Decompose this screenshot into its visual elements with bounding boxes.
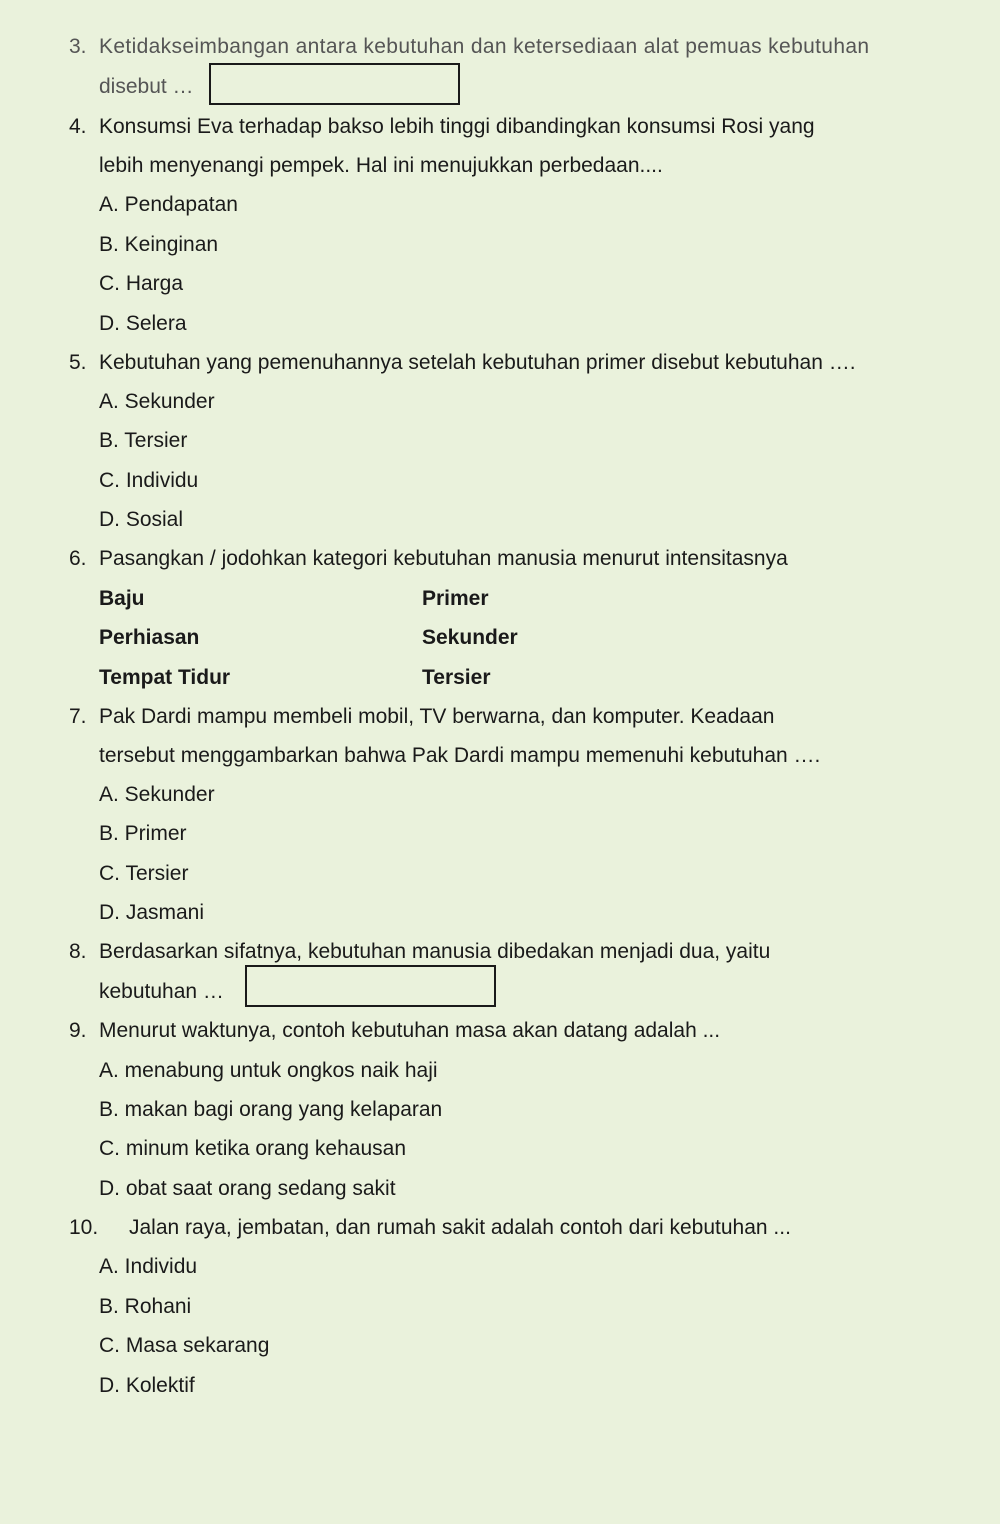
option-q10-d[interactable] <box>0 1366 1000 1406</box>
question-text: Pasangkan / jodohkan kategori kebutuhan manusia menurut intensitasnya <box>99 547 788 570</box>
option-q5-b[interactable] <box>0 421 1000 461</box>
question-text: Ketidakseimbangan antara kebutuhan dan ketersediaan alat pemuas kebutuhan <box>99 35 870 58</box>
option-q5-a[interactable] <box>0 382 1000 422</box>
option-label: B. makan bagi orang yang kelaparan <box>99 1098 443 1121</box>
option-label: C. Harga <box>99 272 184 295</box>
question-7-line-2 <box>0 736 1000 776</box>
question-6 <box>0 539 1000 579</box>
match-row-1 <box>0 579 1000 619</box>
match-row-3 <box>0 658 1000 698</box>
option-q4-b[interactable] <box>0 225 1000 265</box>
question-number: 8. <box>69 940 87 963</box>
option-label: C. Individu <box>99 469 199 492</box>
option-label: A. Sekunder <box>99 783 215 806</box>
match-left-item[interactable]: Baju <box>99 587 145 610</box>
option-q7-b[interactable] <box>0 814 1000 854</box>
question-text: lebih menyenangi pempek. Hal ini menujukkan perbedaan.... <box>99 154 663 177</box>
option-q10-a[interactable] <box>0 1247 1000 1287</box>
option-q9-c[interactable] <box>0 1129 1000 1169</box>
option-label: A. menabung untuk ongkos naik haji <box>99 1059 438 1082</box>
question-text: disebut … <box>99 75 194 98</box>
question-number: 4. <box>69 115 87 138</box>
question-9 <box>0 1011 1000 1051</box>
option-q4-a[interactable] <box>0 185 1000 225</box>
option-q4-c[interactable] <box>0 264 1000 304</box>
option-label: D. Jasmani <box>99 901 205 924</box>
question-number: 5. <box>69 351 87 374</box>
match-left-item[interactable]: Perhiasan <box>99 626 200 649</box>
option-q9-a[interactable] <box>0 1051 1000 1091</box>
option-label: C. Masa sekarang <box>99 1334 270 1357</box>
question-3-line-2 <box>0 67 1000 107</box>
question-number: 3. <box>69 35 87 58</box>
option-q4-d[interactable] <box>0 304 1000 344</box>
question-10 <box>0 1208 1000 1248</box>
option-label: D. Kolektif <box>99 1374 195 1397</box>
option-label: C. Tersier <box>99 862 189 885</box>
option-q5-d[interactable] <box>0 500 1000 540</box>
option-q10-c[interactable] <box>0 1326 1000 1366</box>
option-label: B. Primer <box>99 822 187 845</box>
question-number: 7. <box>69 705 87 728</box>
option-q7-d[interactable] <box>0 893 1000 933</box>
question-text: Pak Dardi mampu membeli mobil, TV berwarna, dan komputer. Keadaan <box>99 705 775 728</box>
option-label: D. obat saat orang sedang sakit <box>99 1177 396 1200</box>
answer-box-q8[interactable] <box>245 965 496 1007</box>
question-8 <box>0 932 1000 972</box>
question-text: Berdasarkan sifatnya, kebutuhan manusia dibedakan menjadi dua, yaitu <box>99 940 771 963</box>
question-number: 6. <box>69 547 87 570</box>
question-text: Jalan raya, jembatan, dan rumah sakit adalah contoh dari kebutuhan ... <box>129 1216 791 1239</box>
question-4 <box>0 107 1000 147</box>
answer-box-q3[interactable] <box>209 63 460 105</box>
question-text: Konsumsi Eva terhadap bakso lebih tinggi dibandingkan konsumsi Rosi yang <box>99 115 815 138</box>
option-q9-d[interactable] <box>0 1169 1000 1209</box>
option-label: A. Individu <box>99 1255 198 1278</box>
question-5 <box>0 343 1000 383</box>
match-left-item[interactable]: Tempat Tidur <box>99 666 231 689</box>
match-right-item[interactable]: Primer <box>422 587 489 610</box>
option-label: A. Pendapatan <box>99 193 238 216</box>
question-text: tersebut menggambarkan bahwa Pak Dardi mampu memenuhi kebutuhan …. <box>99 744 821 767</box>
match-right-item[interactable]: Tersier <box>422 666 491 689</box>
question-8-line-2 <box>0 972 1000 1012</box>
question-number: 10. <box>69 1216 99 1239</box>
option-label: B. Tersier <box>99 429 188 452</box>
question-text: Menurut waktunya, contoh kebutuhan masa akan datang adalah ... <box>99 1019 721 1042</box>
question-7 <box>0 697 1000 737</box>
match-right-item[interactable]: Sekunder <box>422 626 518 649</box>
option-label: C. minum ketika orang kehausan <box>99 1137 406 1160</box>
question-number: 9. <box>69 1019 87 1042</box>
option-label: B. Rohani <box>99 1295 192 1318</box>
question-text: Kebutuhan yang pemenuhannya setelah kebutuhan primer disebut kebutuhan …. <box>99 351 856 374</box>
option-q10-b[interactable] <box>0 1287 1000 1327</box>
question-4-line-2 <box>0 146 1000 186</box>
question-text: kebutuhan … <box>99 980 224 1003</box>
option-label: D. Selera <box>99 312 187 335</box>
option-q7-a[interactable] <box>0 775 1000 815</box>
option-label: B. Keinginan <box>99 233 219 256</box>
option-label: D. Sosial <box>99 508 184 531</box>
option-label: A. Sekunder <box>99 390 215 413</box>
option-q5-c[interactable] <box>0 461 1000 501</box>
question-3 <box>0 27 1000 67</box>
match-row-2 <box>0 618 1000 658</box>
option-q9-b[interactable] <box>0 1090 1000 1130</box>
option-q7-c[interactable] <box>0 854 1000 894</box>
